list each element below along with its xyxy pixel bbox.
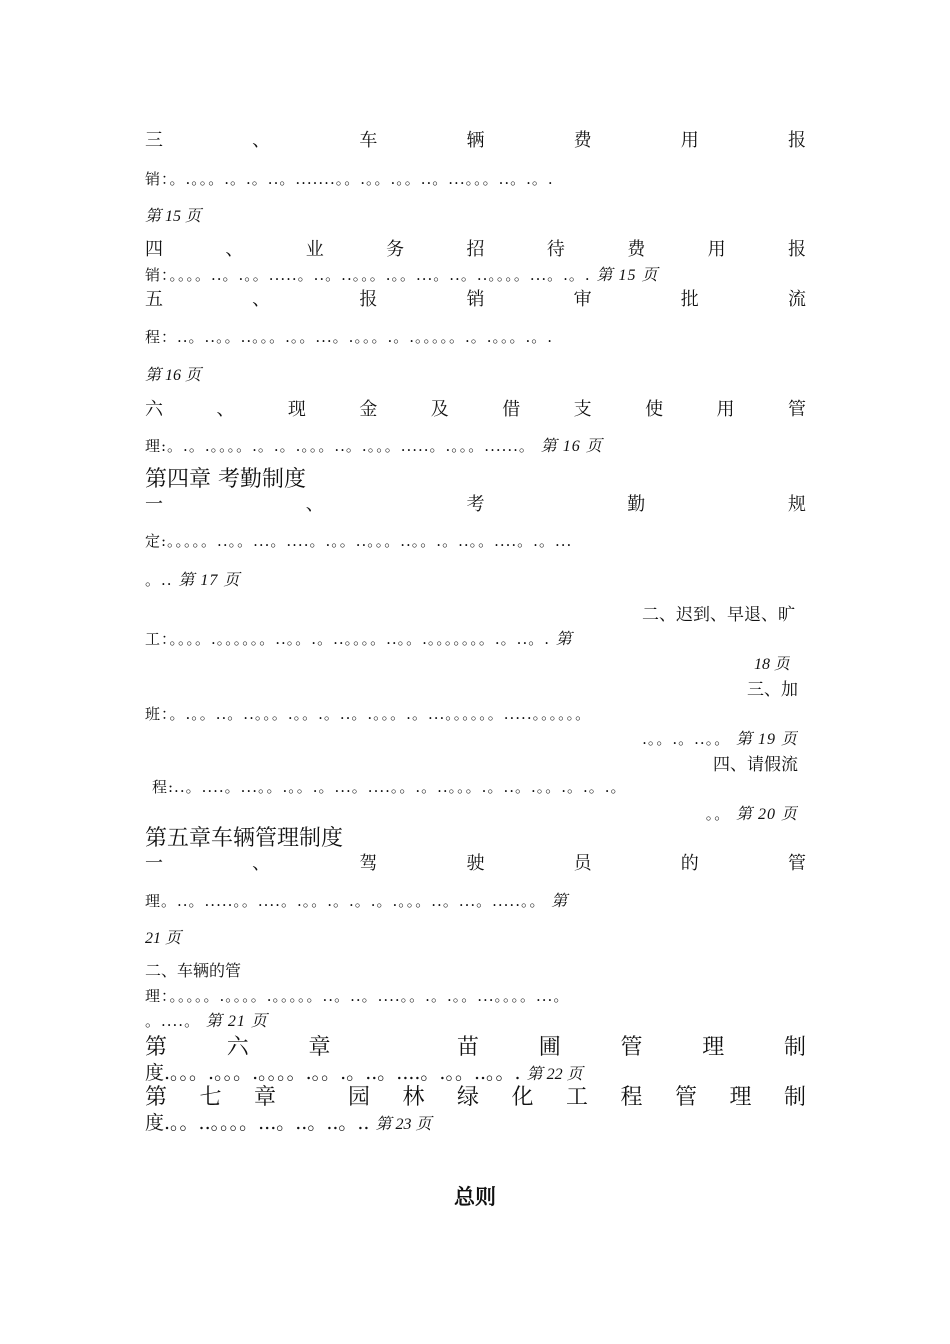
title-char: 、 <box>252 130 271 151</box>
title-char: 五 <box>145 289 163 310</box>
title-char: 支 <box>573 399 592 420</box>
title-char: 管 <box>620 1035 643 1060</box>
title-char: 费 <box>573 130 592 151</box>
title-char: 工 <box>565 1085 588 1110</box>
title-char: 、 <box>252 289 271 310</box>
toc-entry-attendance-rules-leader-2 <box>145 567 806 590</box>
title-char: 务 <box>386 239 405 260</box>
toc-entry-overtime-leader: 班：。.。。..。..。。。.。。.。..。.。。。.。...。。。。。。.....。。。。。。 <box>145 705 592 723</box>
toc-entry-late-early-leader <box>145 626 806 649</box>
title-char: 、 <box>305 494 324 515</box>
section-heading-general-provisions: 总则 <box>454 1184 496 1209</box>
title-char: 管 <box>787 399 806 420</box>
title-char: 审 <box>573 289 592 310</box>
page-number: 第 15 页 <box>596 267 659 284</box>
page-number: 第 20 页 <box>735 806 798 823</box>
title-char: 用 <box>716 399 735 420</box>
leader-text: 销：。。。。..。.。。.....。..。..。。。.。。...。..。..。。。。...。.。. <box>145 266 591 284</box>
title-char: 金 <box>359 399 378 420</box>
title-char: 报 <box>788 239 806 260</box>
title-char: 一 <box>145 494 163 515</box>
title-char: 待 <box>546 239 565 260</box>
chapter-4-heading: 第四章 考勤制度 <box>145 467 306 492</box>
leader-text: 。....。 <box>145 1012 201 1030</box>
title-char: 报 <box>787 130 806 151</box>
toc-entry-vehicle-expense-title <box>145 126 806 152</box>
title-char: 园 <box>347 1085 370 1110</box>
toc-entry-leave-process-leader: 程:..。....。...。。.。。.。...。....。。.。..。。。.。..。.。。.。.。.。 <box>152 778 627 796</box>
toc-entry-attendance-rules-leader: 定:。。。。。..。。...。....。.。。..。。。..。。.。..。。....。.。... <box>145 532 573 550</box>
toc-entry-vehicle-management-title: 二、车辆的管 <box>145 961 242 980</box>
title-char: 林 <box>402 1085 425 1110</box>
title-char: 流 <box>787 289 806 310</box>
leader-text: 度.。。..。。。。...。..。..。.. <box>145 1112 370 1134</box>
title-char: 七 <box>199 1085 222 1110</box>
title-char: 圃 <box>538 1035 561 1060</box>
toc-entry-approval-process-title <box>145 285 806 311</box>
chapter-5-heading: 第五章车辆管理制度 <box>145 826 344 851</box>
title-char: 员 <box>573 853 592 874</box>
title-char: 考 <box>466 494 485 515</box>
title-char: 驾 <box>359 853 378 874</box>
toc-entry-driver-management-page: 21 页 <box>145 930 182 947</box>
title-char: 、 <box>252 853 271 874</box>
leader-text: 理。..。.....。。....。.。。.。.。.。.。。。..。...。.....。。 <box>145 892 546 910</box>
page-number: 第 16 页 <box>540 438 603 455</box>
title-char: 第 <box>145 1085 168 1110</box>
toc-entry-cash-management-title <box>145 395 806 421</box>
chapter-6-heading <box>145 1030 806 1061</box>
title-char <box>390 1030 397 1061</box>
toc-entry-vehicle-expense-leader: 销：。.。。。.。.。..。.......。。.。。.。。..。...。。。..。.。. <box>145 170 554 188</box>
page-number: 第 17 页 <box>178 572 241 589</box>
title-char: 第 <box>145 1035 168 1060</box>
toc-entry-business-entertainment-title <box>145 235 806 261</box>
title-char: 用 <box>680 130 699 151</box>
title-char: 规 <box>788 494 806 515</box>
leader-text: 。。 <box>705 805 731 823</box>
title-char: 辆 <box>466 130 485 151</box>
title-char: 六 <box>226 1035 249 1060</box>
title-char: 、 <box>225 239 244 260</box>
title-char: 及 <box>430 399 449 420</box>
toc-entry-business-entertainment-leader <box>145 262 806 285</box>
toc-entry-driver-management-leader <box>145 888 806 911</box>
leader-text: 理:。.。.。。。。.。.。.。。。..。.。。。.....。.。。。......。 <box>145 437 535 455</box>
title-char: 、 <box>216 399 235 420</box>
toc-entry-overtime-leader-2 <box>145 726 798 749</box>
page-number: 第 <box>555 631 573 648</box>
chapter-7-heading <box>145 1080 806 1111</box>
toc-entry-late-early-page: 18 页 <box>753 656 790 673</box>
title-char: 车 <box>359 130 378 151</box>
title-char: 六 <box>145 399 163 420</box>
title-char: 批 <box>680 289 699 310</box>
title-char: 使 <box>645 399 664 420</box>
toc-entry-late-early-title: 二、迟到、早退、旷 <box>642 605 795 625</box>
title-char: 勤 <box>627 494 646 515</box>
title-char: 绿 <box>456 1085 479 1110</box>
title-char: 驶 <box>466 853 485 874</box>
page-number: 第 21 页 <box>205 1013 268 1030</box>
page-number: 第 23 页 <box>375 1116 432 1133</box>
leader-text: 。.. <box>145 571 173 589</box>
toc-entry-vehicle-management-leader: 理：。。。。。.。。。。.。。。。。..。..。....。。.。.。。...。。。。...。 <box>145 987 570 1005</box>
toc-entry-driver-management-title <box>145 849 806 875</box>
title-char: 用 <box>707 239 726 260</box>
title-char: 四 <box>145 239 163 260</box>
leader-text: 工：。。。。.。。。。。。..。。.。..。。。。..。。.。。。。。。。.。..。. <box>145 630 550 648</box>
chapter-7-leader <box>145 1108 806 1135</box>
title-char: 现 <box>287 399 306 420</box>
title-char: 程 <box>620 1085 643 1110</box>
title-char: 理 <box>702 1035 725 1060</box>
toc-entry-vehicle-expense-page: 第 15 页 <box>145 208 202 225</box>
title-char <box>309 1080 316 1111</box>
title-char: 的 <box>680 853 699 874</box>
title-char: 制 <box>783 1035 806 1060</box>
page-number: 第 19 页 <box>735 731 798 748</box>
title-char: 销 <box>466 289 485 310</box>
title-char: 三 <box>145 130 163 151</box>
toc-entry-approval-process-page: 第 16 页 <box>145 367 202 384</box>
page-number: 第 <box>551 893 569 910</box>
title-char: 理 <box>729 1085 752 1110</box>
toc-entry-leave-process-title: 四、请假流 <box>713 755 798 775</box>
title-char: 业 <box>305 239 324 260</box>
title-char: 一 <box>145 853 163 874</box>
leader-text: 度.。。。.。。。.。。。。.。。.。..。....。.。。..。。. <box>145 1062 521 1084</box>
title-char: 苗 <box>456 1035 479 1060</box>
title-char: 报 <box>359 289 378 310</box>
page-number: 第 22 页 <box>526 1066 583 1083</box>
toc-entry-cash-management-leader <box>145 433 806 456</box>
title-char: 制 <box>783 1085 806 1110</box>
leader-text: .。。.。..。。 <box>642 730 731 748</box>
toc-entry-overtime-title: 三、加 <box>747 680 798 700</box>
title-char: 章 <box>308 1035 331 1060</box>
title-char: 化 <box>511 1085 534 1110</box>
title-char: 管 <box>674 1085 697 1110</box>
toc-entry-approval-process-leader: 程：..。..。。..。。。.。。...。.。。。.。.。。。。。.。.。。。.。. <box>145 328 554 346</box>
title-char: 章 <box>254 1085 277 1110</box>
title-char: 管 <box>787 853 806 874</box>
toc-entry-attendance-rules-title <box>145 490 806 516</box>
toc-entry-vehicle-management-leader-2 <box>145 1008 806 1031</box>
title-char: 招 <box>466 239 485 260</box>
title-char: 借 <box>502 399 521 420</box>
title-char: 费 <box>627 239 646 260</box>
